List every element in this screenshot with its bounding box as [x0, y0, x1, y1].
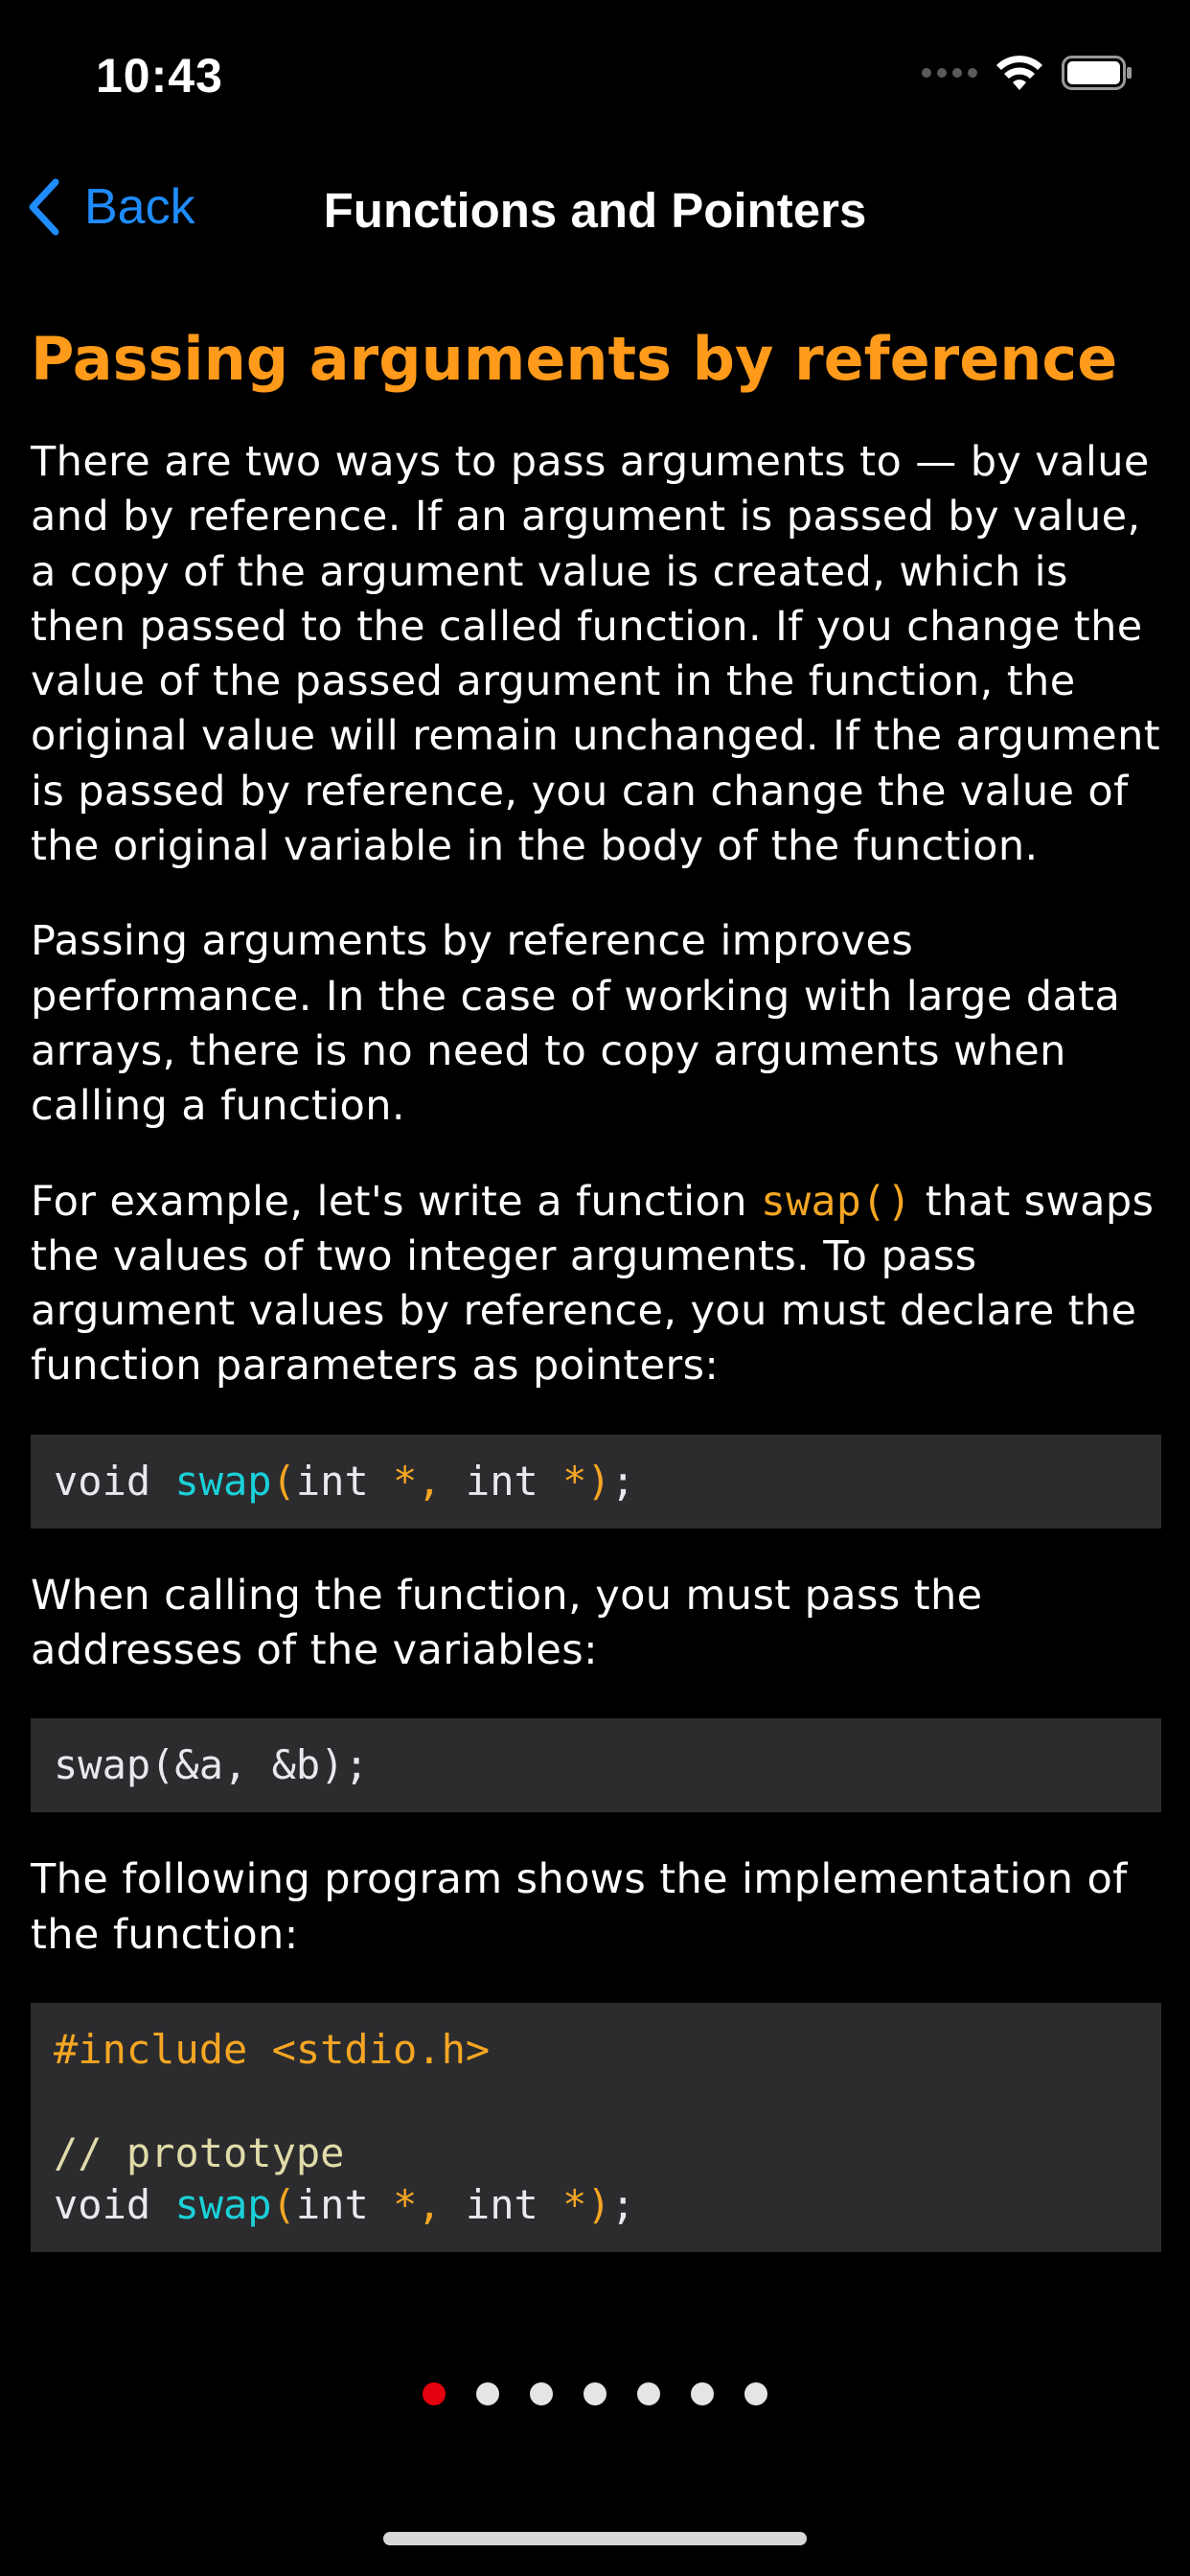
paragraph-2: Passing arguments by reference improves performance. In the case of working with large data arrays, there is no need to copy arguments when calling a function. — [31, 917, 1121, 1131]
paragraph-1: There are two ways to pass arguments to — by value and by reference. If an argument is passed by value, a copy of the argument value is created, which is then passed to the called function. If you change the value of the passed argument in the function, the original value will remain unchanged. If the argument is passed by reference, you can change the value of the original variable in the body of the function. — [31, 438, 1161, 871]
nav-title: Functions and Pointers — [323, 183, 867, 238]
signal-dots-icon — [922, 68, 977, 78]
page-dot[interactable] — [476, 2382, 499, 2405]
page-indicator[interactable] — [0, 2382, 1190, 2405]
paragraph-3-after: that swaps the values of two integer arguments. To pass argument values by reference, you must declare the function parameters as pointers: — [31, 1177, 1155, 1391]
status-icons — [922, 54, 1133, 92]
page-dot[interactable] — [744, 2382, 767, 2405]
page-dot[interactable] — [691, 2382, 714, 2405]
inline-code-swap: swap() — [760, 1177, 912, 1226]
paragraph-3 — [31, 1175, 1161, 1394]
paragraph-4: When calling the function, you must pass the addresses of the variables: — [31, 1571, 983, 1675]
page-dot[interactable] — [637, 2382, 660, 2405]
back-label: Back — [84, 179, 195, 235]
page-dot[interactable] — [423, 2382, 446, 2405]
paragraph-3-before: For example, let's write a function — [31, 1177, 761, 1226]
code-block-call: swap(&a, &b); — [31, 1718, 1161, 1812]
article-content — [31, 316, 1161, 2292]
page-dot[interactable] — [584, 2382, 606, 2405]
status-time: 10:43 — [96, 49, 223, 103]
code-block-prototype: void swap(int *, int *); — [31, 1435, 1161, 1529]
page-dot[interactable] — [530, 2382, 553, 2405]
article-heading: Passing arguments by reference — [31, 324, 1118, 394]
home-indicator[interactable] — [383, 2532, 807, 2545]
wifi-icon — [995, 54, 1044, 92]
battery-icon — [1062, 56, 1133, 90]
paragraph-5: The following program shows the implementation of the function: — [31, 1855, 1128, 1959]
code-block-program: #include <stdio.h> // prototype void swap(int *, int *); — [31, 2003, 1161, 2252]
